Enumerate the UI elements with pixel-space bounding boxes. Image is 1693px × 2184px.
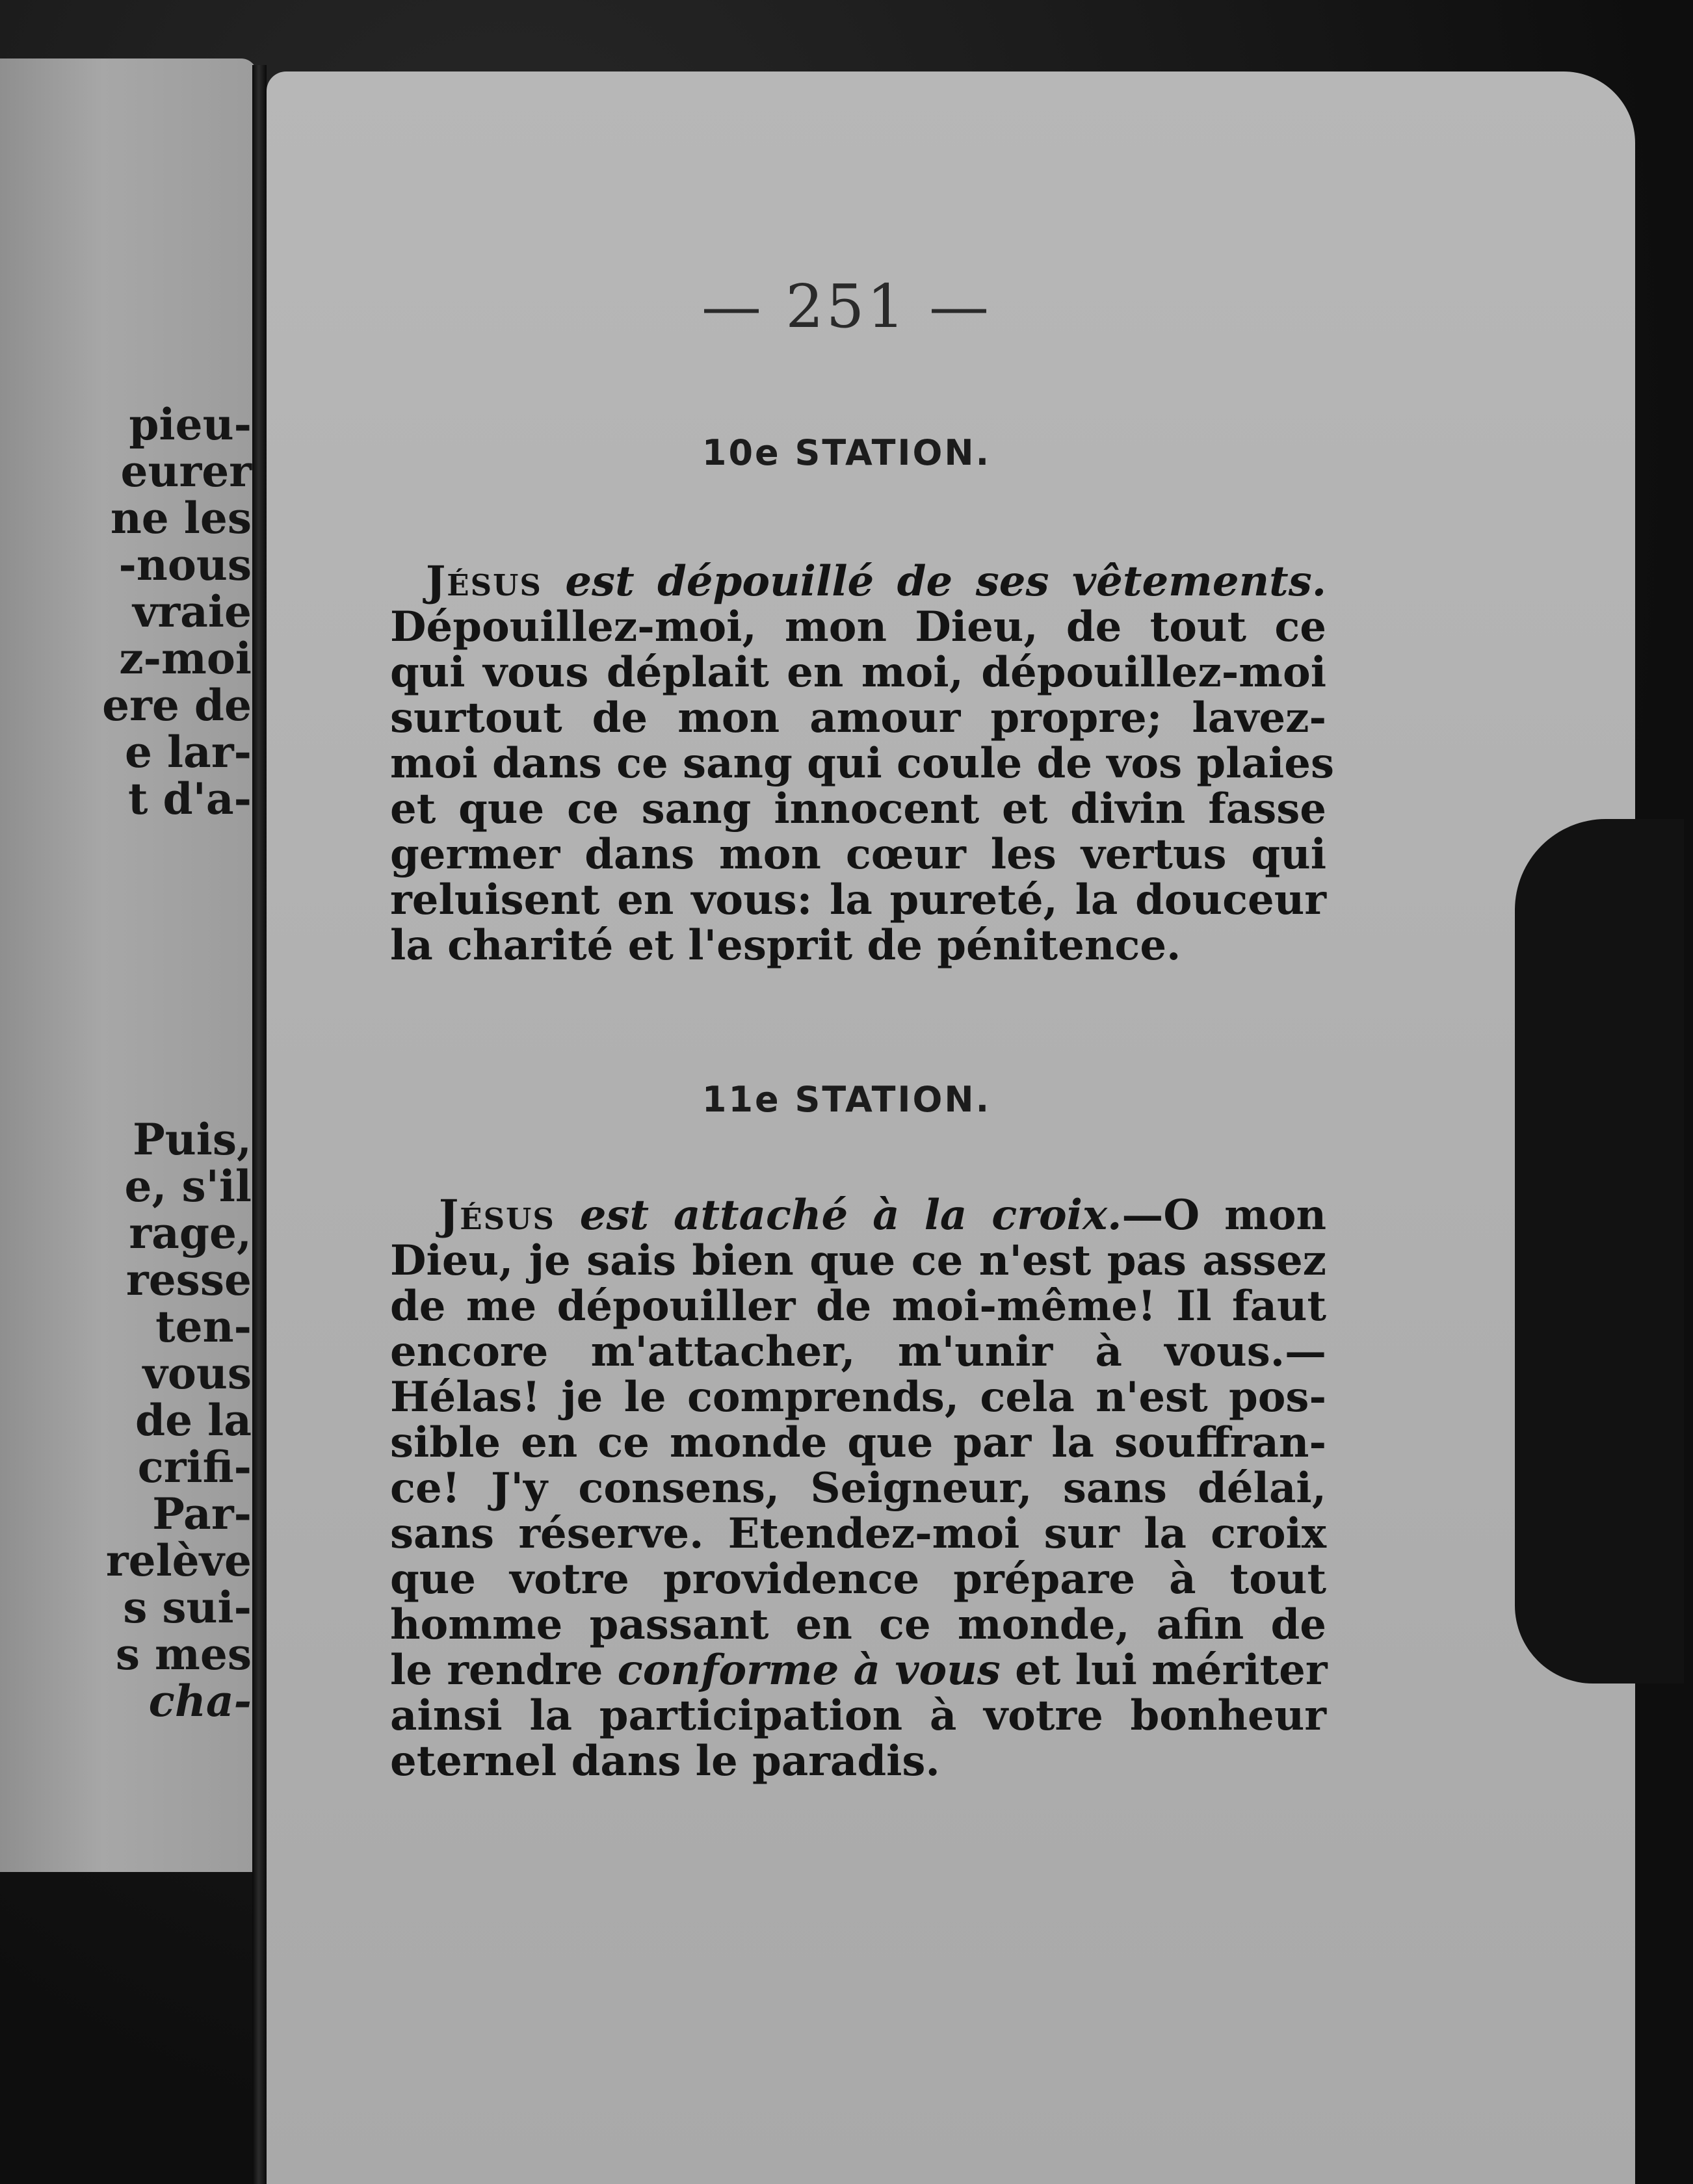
station-10-lead: [426, 559, 1326, 604]
station-11-lead-rest: —O mon: [1122, 1191, 1327, 1240]
station-11-lead: [439, 1193, 1326, 1238]
left-page-line: de la: [135, 1395, 252, 1446]
station-11-conforme-italic: conforme à vous: [617, 1646, 1001, 1695]
station-10-line: germer dans mon cœur les vertus qui: [390, 830, 1326, 879]
station-10-line: qui vous déplait en moi, dépouillez-moi: [390, 648, 1326, 697]
left-page-line: z-moi: [119, 633, 252, 684]
left-page-line: ne les: [110, 493, 252, 543]
station-11-line: Dieu, je sais bien que ce n'est pas assez: [390, 1236, 1326, 1285]
station-11-conforme-post: et lui mériter: [1015, 1646, 1328, 1695]
station-11-line: sans réserve. Etendez-moi sur la croix: [390, 1509, 1326, 1558]
book-spine: [252, 65, 267, 2184]
page-number: — 251 —: [701, 272, 992, 341]
left-page-line: e, s'il: [124, 1161, 252, 1212]
left-page-line: -nous: [118, 540, 252, 590]
station-11-line: homme passant en ce monde, afin de: [390, 1600, 1326, 1649]
left-page-line: crifi-: [137, 1442, 252, 1492]
left-page-line: s mes: [115, 1629, 252, 1680]
left-page-line: Puis,: [133, 1114, 252, 1165]
book-page: [267, 72, 1635, 2184]
station-11-heading: 11e STATION.: [702, 1079, 991, 1120]
station-11-line: de me dépouiller de moi-même! Il faut: [390, 1282, 1326, 1331]
station-10-heading: 10e STATION.: [702, 432, 991, 473]
station-11-line: eternel dans le paradis.: [390, 1737, 940, 1786]
station-11-lead-title: est attaché à la croix.: [579, 1191, 1122, 1240]
left-page-line: Par-: [152, 1488, 252, 1539]
station-11-lead-name: Jésus: [439, 1191, 555, 1240]
station-10-line: moi dans ce sang qui coule de vos plaies: [390, 739, 1334, 788]
station-10-lead-title: est dépouillé de ses vêtements.: [565, 557, 1327, 606]
left-page-line: t d'a-: [128, 774, 252, 824]
station-10-line: et que ce sang innocent et divin fasse: [390, 785, 1326, 833]
left-page-line: e lar-: [125, 727, 252, 777]
left-page-line: resse: [125, 1254, 252, 1305]
station-11-line-conforme: [390, 1648, 1326, 1693]
station-10-line: surtout de mon amour propre; lavez-: [390, 694, 1326, 742]
station-10-line: reluisent en vous: la pureté, la douceur: [390, 876, 1326, 924]
left-page-line: ere de: [102, 680, 252, 731]
station-10-line: la charité et l'esprit de pénitence.: [390, 921, 1181, 970]
station-10-lead-name: Jésus: [426, 557, 542, 606]
station-11-line: sible en ce monde que par la souffran-: [390, 1418, 1326, 1467]
left-page-line: ten-: [155, 1301, 252, 1352]
left-page-line: cha-: [148, 1676, 252, 1726]
station-11-line: ce! J'y consens, Seigneur, sans délai,: [390, 1464, 1326, 1513]
left-page-line: relève: [105, 1535, 252, 1586]
left-page-line: vraie: [133, 586, 252, 637]
station-11-line: encore m'attacher, m'unir à vous.—: [390, 1327, 1326, 1376]
left-page-line: pieu-: [129, 399, 252, 450]
page-tear: [1515, 819, 1684, 1684]
left-page-line: vous: [142, 1348, 252, 1399]
station-10-line: Dépouillez-moi, mon Dieu, de tout ce: [390, 603, 1326, 651]
left-page-line: rage,: [129, 1208, 252, 1258]
station-11-conforme-pre: le rendre: [390, 1646, 603, 1695]
station-11-line: Hélas! je le comprends, cela n'est pos-: [390, 1373, 1326, 1422]
station-11-line: ainsi la participation à votre bonheur: [390, 1691, 1326, 1740]
left-page-line: eurer: [120, 446, 252, 497]
station-11-line: que votre providence prépare à tout: [390, 1555, 1326, 1604]
left-page-line: s sui-: [123, 1582, 252, 1633]
